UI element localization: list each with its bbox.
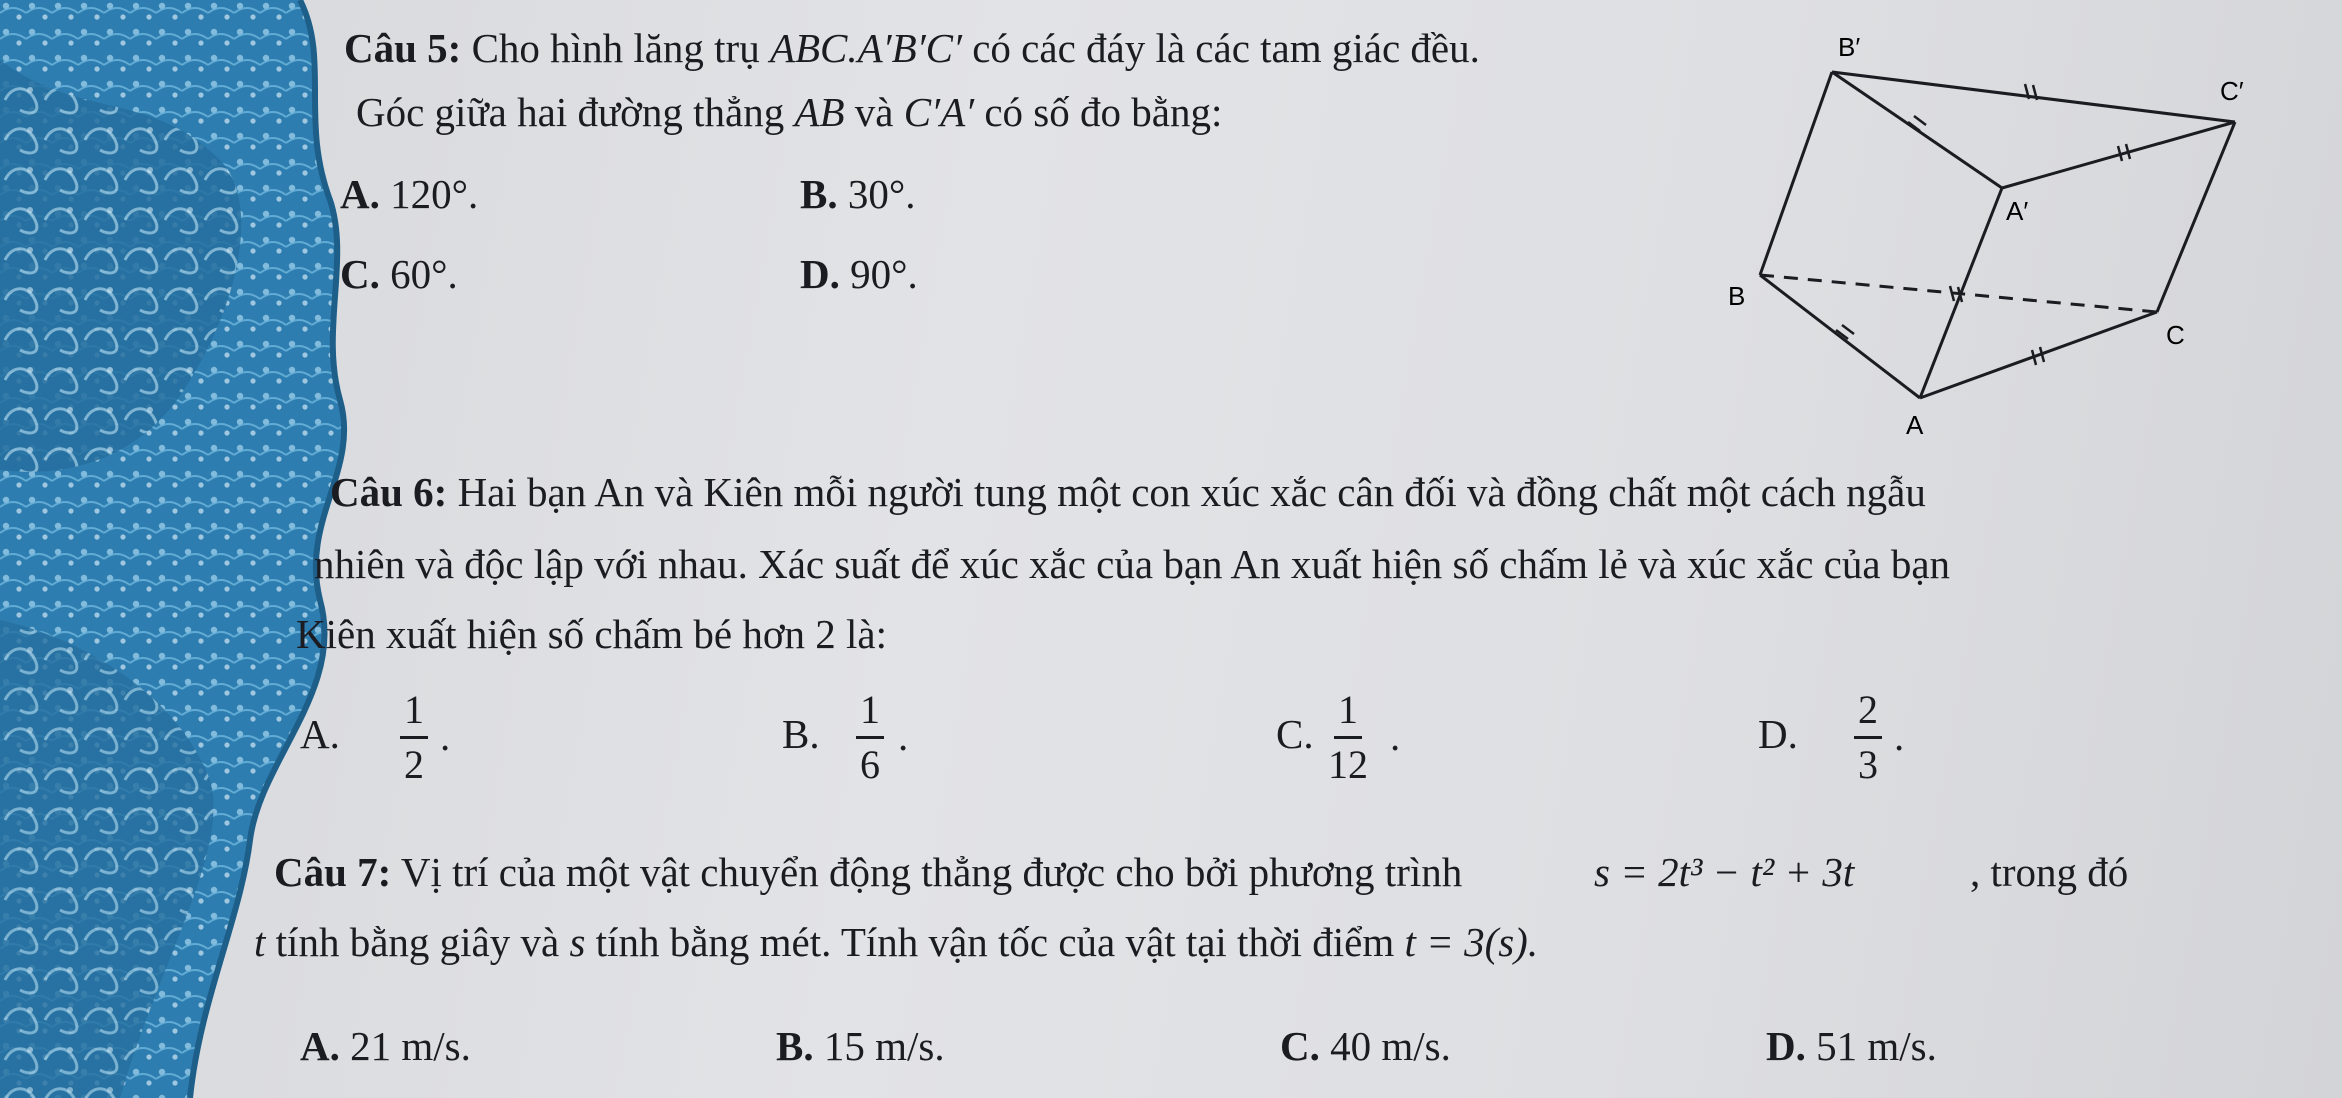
q5-text: Cho hình lăng trụ [471, 25, 770, 71]
label-b-prime: B′ [1838, 32, 1861, 62]
q7-var-t: t [254, 919, 266, 965]
q7-option-b-letter: B. [776, 1023, 814, 1069]
q6-text-1: Hai bạn An và Kiên mỗi người tung một con xúc xắc cân đối và đồng chất một cách ngẫu [457, 469, 1926, 515]
label-c: C [2166, 320, 2185, 350]
q5-option-a-value: 120°. [390, 171, 479, 217]
q7-option-d-letter: D. [1766, 1023, 1806, 1069]
q6-option-c-fraction [1328, 687, 1368, 787]
q6-option-a-fraction [400, 687, 428, 787]
q5-line2-pre: Góc giữa hai đường thẳng [356, 89, 795, 135]
edge-a1c1 [2002, 122, 2235, 188]
q6-line1 [330, 468, 1926, 516]
q6-option-a-dot: . [440, 713, 451, 759]
q6-option-b-fraction [856, 687, 884, 787]
q7-option-b[interactable] [776, 1022, 945, 1070]
q5-line-ca: C′A′ [903, 89, 975, 135]
edge-bb1 [1760, 72, 1832, 275]
q7-option-a-letter: A. [300, 1023, 340, 1069]
q6-option-c-num: 1 [1334, 690, 1362, 739]
q5-option-c[interactable] [340, 250, 458, 298]
q6-option-d-dot: . [1894, 713, 1905, 759]
q7-time: t = 3(s). [1404, 919, 1539, 965]
q5-option-d-letter: D. [800, 251, 840, 297]
q6-option-b-num: 1 [856, 690, 884, 739]
q7-option-c-letter: C. [1280, 1023, 1320, 1069]
q6-option-c-letter[interactable]: C. [1276, 711, 1314, 757]
q5-option-b-letter: B. [800, 171, 838, 217]
q7-text-1: Vị trí của một vật chuyển động thẳng được cho bởi phương trình [400, 849, 1463, 895]
prism-figure [1700, 30, 2260, 450]
q7-option-d[interactable] [1766, 1022, 1937, 1070]
q5-option-d-value: 90°. [850, 251, 918, 297]
edge-cc1 [2157, 122, 2235, 312]
edge-ac [1920, 312, 2157, 398]
q5-line2-mid: và [844, 89, 904, 135]
q6-option-b-dot: . [898, 713, 909, 759]
label-a: A [1906, 410, 1924, 440]
q6-option-a-letter[interactable]: A. [300, 711, 340, 757]
tick-mark [1914, 116, 1926, 125]
q5-option-d[interactable] [800, 250, 918, 298]
q7-option-c-value: 40 m/s. [1330, 1023, 1451, 1069]
label-c-prime: C′ [2220, 76, 2244, 106]
q5-line2 [356, 88, 1222, 136]
q5-text-post: có các đáy là các tam giác đều. [961, 25, 1480, 71]
q7-option-b-value: 15 m/s. [823, 1023, 945, 1069]
q6-option-d-num: 2 [1854, 690, 1882, 739]
q6-label: Câu 6: [330, 469, 448, 515]
q5-line-ab: AB [794, 89, 845, 135]
q7-option-d-value: 51 m/s. [1816, 1023, 1937, 1069]
q5-option-c-value: 60°. [390, 251, 458, 297]
q5-option-a-letter: A. [340, 171, 380, 217]
q5-option-c-letter: C. [340, 251, 380, 297]
q5-label: Câu 5: [344, 25, 462, 71]
q6-option-a-num: 1 [400, 690, 428, 739]
q5-line2-post: có số đo bằng: [974, 89, 1223, 135]
q7-option-a-value: 21 m/s. [350, 1023, 471, 1069]
q7-line2-mid2: tính bằng mét. Tính vận tốc của vật tại thời điểm [585, 919, 1405, 965]
q7-option-a[interactable] [300, 1022, 471, 1070]
q7-line1-post: , trong đó [1970, 849, 2129, 895]
q6-option-a-den: 2 [404, 742, 424, 787]
q7-equation: s = 2t³ − t² + 3t [1594, 849, 1855, 895]
q6-option-c-dot: . [1390, 713, 1401, 759]
q7-line2-mid1: tính bằng giây và [265, 919, 570, 965]
q5-line1 [344, 24, 1480, 72]
q7-var-s: s [569, 919, 586, 965]
q7-line1 [274, 848, 1462, 896]
q6-option-d-den: 3 [1858, 742, 1878, 787]
q6-option-b-den: 6 [860, 742, 880, 787]
q7-line2 [254, 918, 1538, 966]
q7-option-c[interactable] [1280, 1022, 1451, 1070]
q6-line3: Kiên xuất hiện số chấm bé hơn 2 là: [296, 611, 887, 657]
q6-option-c-den: 12 [1328, 742, 1368, 787]
q5-option-b-value: 30°. [847, 171, 916, 217]
q6-option-b-letter[interactable]: B. [782, 711, 820, 757]
label-a-prime: A′ [2006, 196, 2029, 226]
q7-label: Câu 7: [274, 849, 392, 895]
q5-option-a[interactable] [340, 170, 478, 218]
q6-option-d-letter[interactable]: D. [1758, 711, 1798, 757]
label-b: B [1728, 281, 1746, 311]
tick-mark [1842, 325, 1854, 334]
q5-option-b[interactable] [800, 170, 916, 218]
edge-ab [1760, 275, 1920, 398]
q6-option-d-fraction [1854, 687, 1882, 787]
q5-prism-name: ABC.A′B′C′ [769, 25, 962, 71]
q6-line2: nhiên và độc lập với nhau. Xác suất để xúc xắc của bạn An xuất hiện số chấm lẻ và xúc xắc của bạn [314, 541, 1951, 587]
